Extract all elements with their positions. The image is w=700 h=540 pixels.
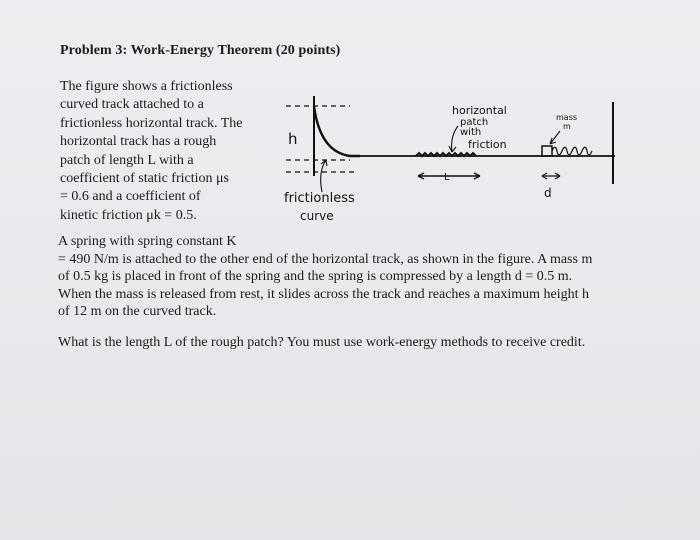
patch-label-line-3: with (460, 127, 482, 138)
mass-block (542, 146, 552, 156)
h-label: h (288, 130, 298, 148)
intro-paragraph (60, 78, 275, 225)
patch-pointer-arrow (449, 126, 458, 152)
intro-line: horizontal track has a rough (60, 134, 217, 150)
body-line: of 12 m on the curved track. (58, 304, 217, 320)
mass-label-line-1: mass (556, 113, 578, 122)
body-line: of 0.5 kg is placed in front of the spring and the spring is compressed by a length d = 0.5 m. (58, 269, 573, 285)
curve-pointer-arrow (321, 160, 327, 192)
intro-line: The figure shows a frictionless (60, 79, 233, 94)
intro-line: kinetic friction μk = 0.5. (60, 207, 197, 223)
patch-label-line-4: friction (468, 138, 507, 151)
body-line: When the mass is released from rest, it slides across the track and reaches a maximum height h (58, 286, 590, 302)
patch-label-line-1: horizontal (452, 104, 507, 117)
spring (552, 147, 592, 155)
body-line: A spring with spring constant K (58, 234, 237, 249)
curve-label-line-2: curve (300, 209, 334, 223)
patch-label-line-2: patch (460, 117, 489, 128)
body-paragraph (58, 233, 668, 321)
intro-line: = 0.6 and a coefficient of (60, 189, 201, 205)
track-figure (270, 92, 630, 232)
intro-line: patch of length L with a (60, 152, 194, 168)
L-label: L (444, 172, 450, 183)
question-text: What is the length L of the rough patch? You must use work-energy methods to receive credit. (58, 335, 586, 350)
mass-pointer-arrow (550, 131, 560, 144)
intro-line: frictionless horizontal track. The (60, 115, 243, 131)
intro-line: coefficient of static friction μs (60, 171, 229, 187)
problem-heading: Problem 3: Work-Energy Theorem (20 points) (60, 43, 341, 58)
intro-line: curved track attached to a (60, 97, 204, 113)
curve-label-line-1: frictionless (284, 191, 355, 206)
curved-track (314, 106, 360, 156)
mass-label-line-2: m (563, 122, 571, 131)
body-line: = 490 N/m is attached to the other end of the horizontal track, as shown in the figure. A mass m (58, 251, 593, 267)
d-label: d (544, 186, 552, 200)
